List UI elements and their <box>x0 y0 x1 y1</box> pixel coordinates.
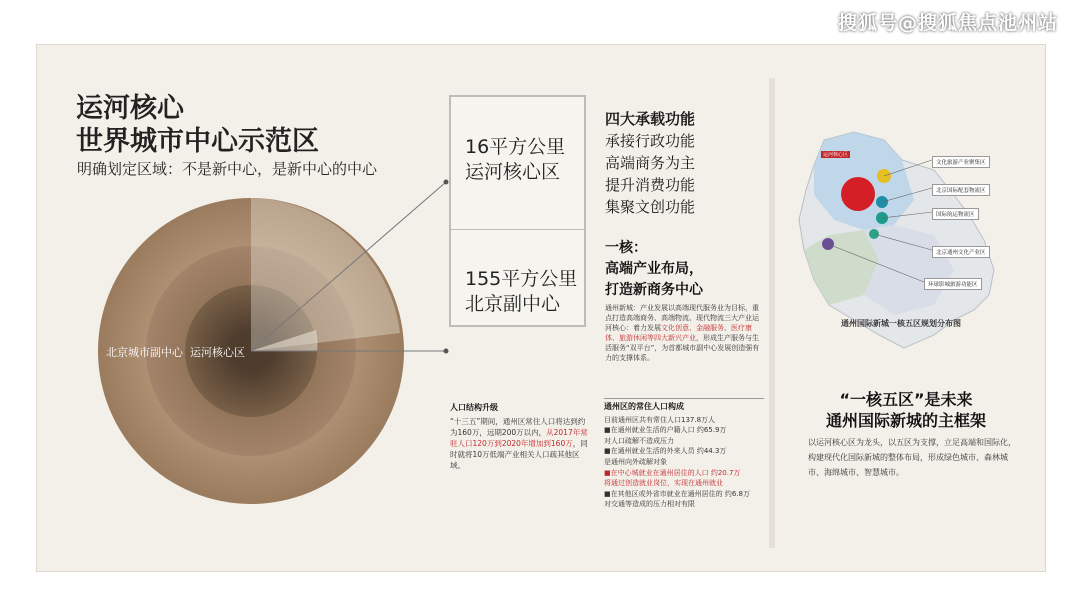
functions-list <box>605 108 695 218</box>
core-heading <box>605 238 765 301</box>
box-divider <box>451 229 584 230</box>
residents-highlight-line: ■在中心城就业在通州居住的人口 约20.7万 <box>604 468 741 477</box>
section-divider <box>604 398 764 399</box>
title-line-1: 运河核心 <box>76 93 184 124</box>
population-body-pre: “十三五”期间，通州区常住人口将达到约为160万，远期200万以内， <box>450 417 586 437</box>
area-subcenter-size: 155平方公里 <box>465 268 578 290</box>
slogan-line-2: 通州国际新城的主框架 <box>825 411 986 430</box>
residents-line: ■在通州就业生活的外来人员 约44.3万 <box>604 447 727 456</box>
core-heading-line-3: 打造新商务中心 <box>605 282 703 298</box>
core-body-text <box>605 303 765 363</box>
core-heading-line-2: 高端产业布局， <box>605 261 703 277</box>
population-section <box>450 402 592 471</box>
light-wedge <box>251 198 400 351</box>
residents-line: 对人口疏解不造成压力 <box>604 436 674 445</box>
residents-title: 通州区的常住人口构成 <box>604 402 684 411</box>
area-core-name: 运河核心区 <box>465 161 561 183</box>
connector-dot-bottom <box>444 349 449 354</box>
connector-dot-top <box>444 180 449 185</box>
core-heading-line-1: 一核： <box>605 240 647 256</box>
vertical-divider-strip <box>769 78 775 548</box>
watermark-text: 搜狐号@搜狐焦点池州站 <box>837 12 1058 34</box>
outer-ring-label: 北京城市副中心 <box>106 346 183 359</box>
core-body-pre: 通州新城：产业发展以高端现代服务业为目标，重点打造高端商务、高端物流、现代物流三大产业运河核心：着力发展 <box>605 304 759 332</box>
page-subtitle: 明确划定区域：不是新中心，是新中心的中心 <box>77 160 378 178</box>
population-body-highlight: 从2017年常驻人口120万到2020年增加到160万 <box>450 428 588 448</box>
residents-section <box>604 402 769 510</box>
area-subcenter-name: 北京副中心 <box>465 293 561 315</box>
slogan-body: 以运河核心区为龙头，以五区为支撑，立足高端和国际化，构建现代化国际新城的整体布局，形成绿色城市、森林城市、海绵城市、智慧城市。 <box>808 438 1016 477</box>
residents-line: ■在其他区或外省市就业在通州居住的 约6.8万 <box>604 489 750 498</box>
residents-highlight-line: 将通过创造就业岗位，实现在通州就业 <box>604 479 723 488</box>
map-label: 国际航运物流区 <box>932 208 979 220</box>
population-body <box>450 416 592 471</box>
population-body-post: ，同时就将10万低端产业相关人口疏其他区域。 <box>450 439 588 470</box>
slogan-line-1: “一核五区”是未来 <box>839 390 973 409</box>
area-core-size: 16平方公里 <box>465 136 566 158</box>
title-line-2: 世界城市中心示范区 <box>76 126 319 157</box>
population-title: 人口结构升级 <box>450 403 498 412</box>
functions-title: 四大承载功能 <box>605 110 696 128</box>
map-marker-core <box>841 177 875 211</box>
map-label: 北京通州文化产业区 <box>932 246 990 258</box>
map-label: 环球影城旅游功能区 <box>924 278 982 290</box>
map-core-tag: 运河核心区 <box>823 152 849 158</box>
residents-line: 目前通州区共有常住人口137.8万人 <box>604 415 716 424</box>
area-box <box>449 95 586 327</box>
inner-ring-label: 运河核心区 <box>190 346 245 359</box>
function-item: 集聚文创功能 <box>605 198 696 216</box>
residents-line: 对交通等造成的压力相对有限 <box>604 500 695 509</box>
core-body-highlight: 文化创意、金融服务、医疗康体、旅游休闲等四大新兴产业 <box>605 324 752 342</box>
map-label: 文化旅游产业聚集区 <box>932 156 990 168</box>
function-item: 承接行政功能 <box>605 132 696 150</box>
area-core <box>465 135 565 185</box>
page-title <box>76 92 319 158</box>
map-caption: 通州国际新城一核五区规划分布图 <box>841 319 961 328</box>
area-subcenter <box>465 267 577 317</box>
slogan-heading <box>791 389 1021 431</box>
residents-line: 是通州向外疏解对象 <box>604 457 667 466</box>
function-item: 提升消费功能 <box>605 176 696 194</box>
function-item: 高端商务为主 <box>605 154 696 172</box>
core-body-post: ，形成生产服务与生活服务“双平台”，为首都城市副中心发展创造强有力的支撑体系。 <box>605 334 760 362</box>
map-label: 北京国际配套物流区 <box>932 184 990 196</box>
residents-line: ■在通州就业生活的户籍人口 约65.9万 <box>604 426 727 435</box>
